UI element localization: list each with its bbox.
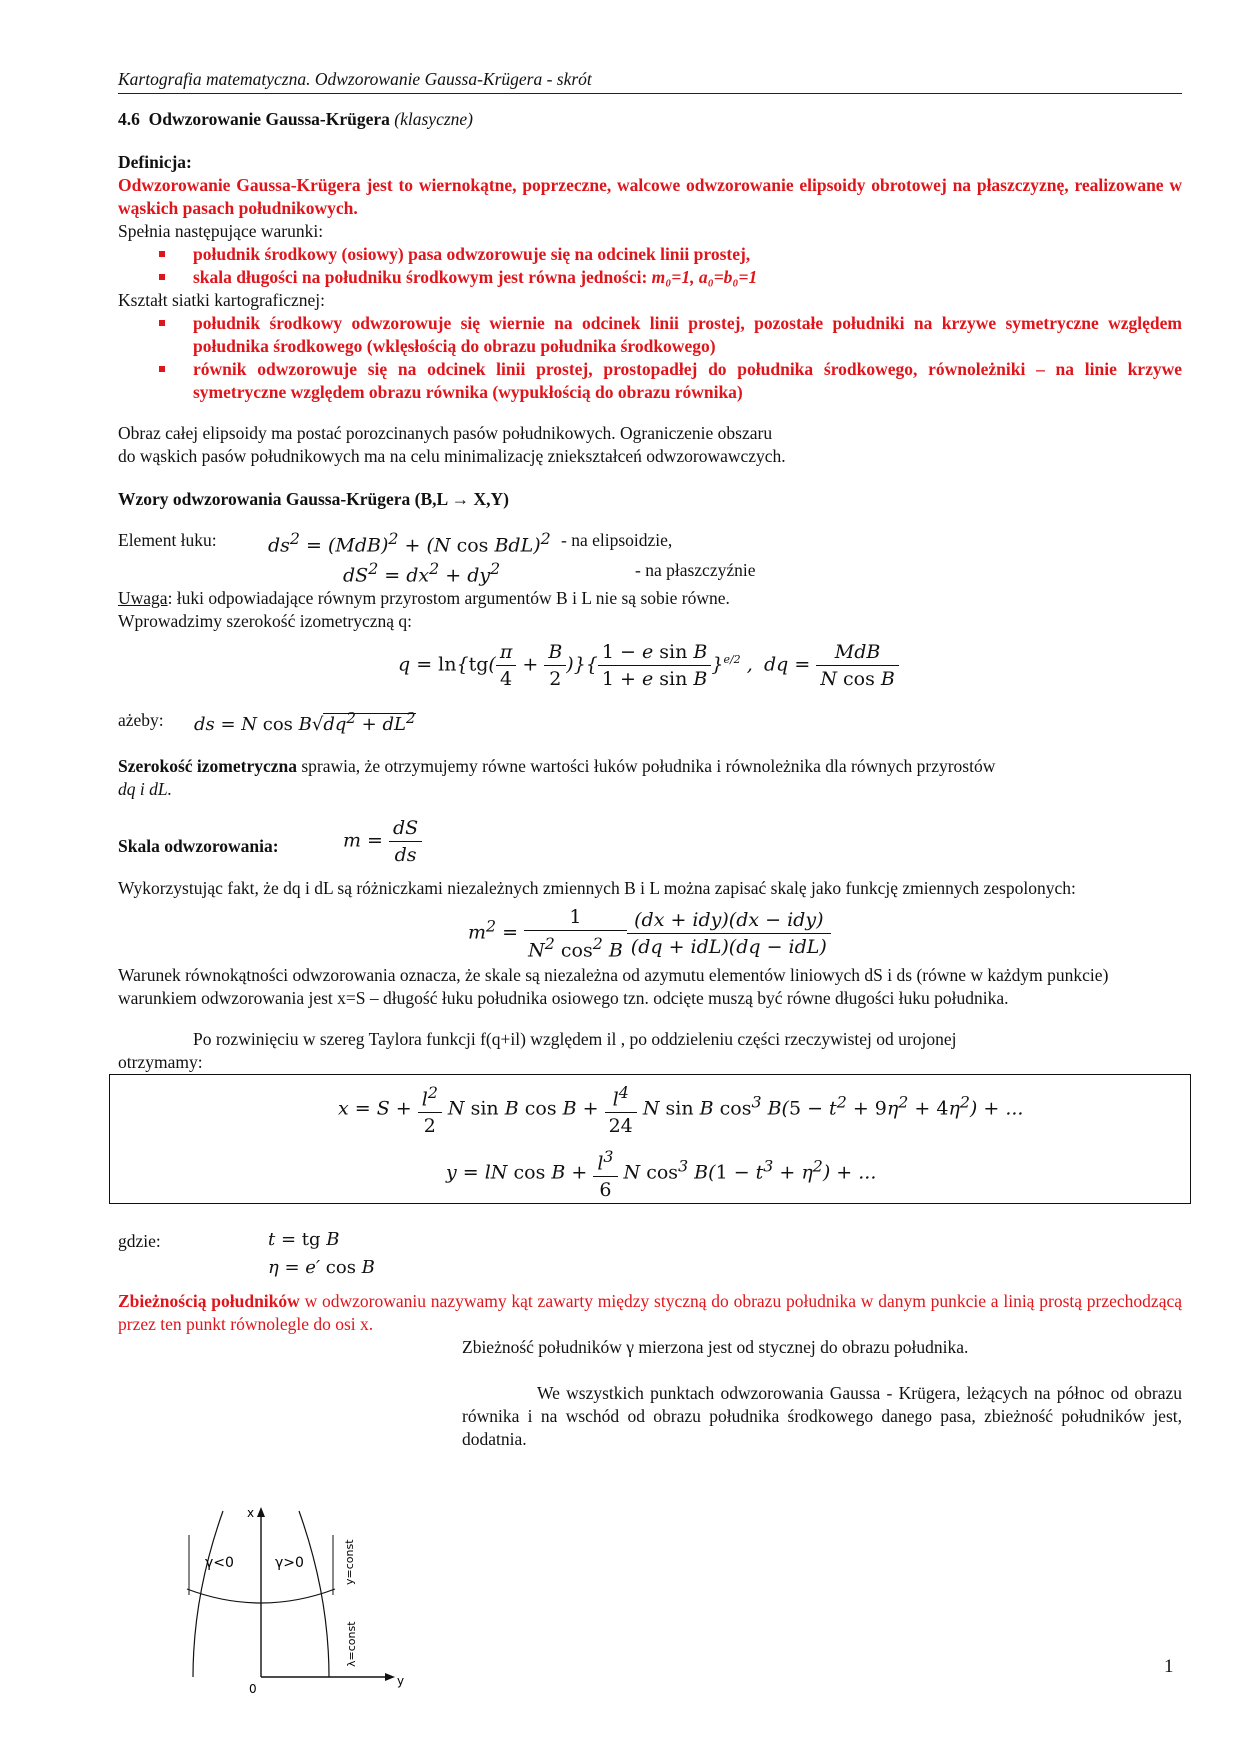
measured-text: Zbieżność południków γ mierzona jest od stycznej do obrazu południka. bbox=[462, 1337, 969, 1357]
meridian-west bbox=[193, 1511, 223, 1677]
taylor-paragraph-2: otrzymamy: bbox=[118, 1052, 203, 1072]
condition-xs-paragraph: warunkiem odwzorowania jest x=S – długość łuku południka osiowego tzn. odcięte muszą być równe długości łuku południka. bbox=[118, 988, 1009, 1008]
list-item: skala długości na południku środkowym jest równa jedności: m₀=1, a₀=b₀=1 bbox=[118, 266, 1182, 289]
azeby-label: ażeby: bbox=[118, 710, 164, 730]
gamma-positive-label: γ>0 bbox=[275, 1555, 304, 1571]
conditions-intro: Spełnia następujące warunki: bbox=[118, 221, 324, 241]
meridian-east bbox=[299, 1511, 329, 1677]
scale-formula: m = $\frac{dS}{ds}$ bbox=[343, 815, 422, 868]
paragraph-overview-2: do wąskich pasów południkowych ma na celu minimalizację zniekształceń odwzorowawczych. bbox=[118, 446, 786, 466]
x-axis-arrow bbox=[257, 1507, 265, 1517]
m2-formula: $m^2$ = $\frac{1}{N^2 \cos^2 B}$ $\frac{\text{(dx + idy)(dx − idy)}}{\text{(dq + idL)(dq − idL)}}$ bbox=[468, 904, 831, 963]
y-axis-label: y bbox=[397, 1674, 405, 1688]
x-series-formula: x = S + $\frac{l^2}{2}$ N sin B cos B + $\frac{l^4}{24}$ N sin B $\cos^3 B(5 - t^2 + 9\eta^2 + 4\eta^2)$ + ... bbox=[338, 1080, 1023, 1139]
convergence-figure bbox=[183, 1505, 443, 1705]
arc-formula-ellipsoid: $ds^2 = (MdB)^2 + (N$ cos BdL)$^2$ bbox=[268, 529, 551, 557]
formulas-heading: Wzory odwzorowania Gaussa-Krügera (B,L → X,Y) bbox=[118, 489, 509, 509]
list-item: równik odwzorowuje się na odcinek linii prostej, prostopadłej do południka środkowego, równoleżniki – na linie krzywe symetryczne względem obrazu równika (wypukłością do obrazu równika) bbox=[118, 358, 1182, 404]
isometric-formula bbox=[118, 633, 1182, 697]
grid-list bbox=[118, 312, 1182, 404]
list-item: południk środkowy odwzorowuje się wiernie na odcinek linii prostej, pozostałe południki na krzywe symetryczne względem południka środkowego (wklęsłością do obrazu południka środkowego) bbox=[118, 312, 1182, 358]
origin-label: 0 bbox=[249, 1682, 257, 1696]
gdzie-label: gdzie: bbox=[118, 1231, 161, 1251]
isometric-intro: Wprowadzimy szerokość izometryczną q: bbox=[118, 611, 412, 631]
arc-label: Element łuku: bbox=[118, 530, 217, 550]
scale-label: Skala odwzorowania: bbox=[118, 836, 279, 856]
gamma-negative-label: γ<0 bbox=[205, 1555, 234, 1571]
page-header: Kartografia matematyczna. Odwzorowanie Gaussa-Krügera - skrót bbox=[118, 68, 1182, 94]
definition-text: Odwzorowanie Gaussa-Krügera jest to wiernokątne, poprzeczne, walcowe odwzorowanie elipsoidy obrotowej na płaszczyznę, realizowane w wąskich pasach południkowych. bbox=[118, 175, 1182, 218]
arc-note-ellipsoid: - na elipsoidzie, bbox=[561, 530, 673, 550]
m2-formula-block bbox=[118, 900, 1182, 964]
grid-intro: Kształt siatki kartograficznej: bbox=[118, 290, 326, 310]
dq-formula: dq = $\frac{\text{MdB}}{\text{N cos B}}$ bbox=[764, 639, 899, 692]
lambda-const-label: λ=const bbox=[345, 1621, 358, 1667]
page-body bbox=[118, 68, 1182, 1449]
y-series-formula: y = lN cos B + $\frac{l^3}{6}$ N $\cos^3 B(1 - t^3 + \eta^2)$ + ... bbox=[446, 1144, 876, 1203]
convergence-definition: Zbieżnością południków w odwzorowaniu nazywamy kąt zawarty między styczną do obrazu południka w danym punkcie a linią prostą przechodzącą przez ten punkt równolegle do osi x. bbox=[118, 1291, 1182, 1334]
gdzie-block bbox=[118, 1224, 1182, 1284]
eta-formula: η = e′ cos B bbox=[268, 1257, 375, 1278]
list-item: południk środkowy (osiowy) pasa odwzorowuje się na odcinek linii prostej, bbox=[118, 243, 1182, 266]
section-heading: 4.6 Odwzorowanie Gaussa-Krügera (klasyczne) bbox=[118, 109, 473, 129]
ds-formula: ds = N $\cos B√dq^2 + dL^2$ bbox=[194, 709, 416, 735]
isometric-explanation: Szerokość izometryczna sprawia, że otrzymujemy równe wartości łuków południka i równoleżnika dla równych przyrostów bbox=[118, 756, 996, 776]
conditions-list bbox=[118, 243, 1182, 289]
taylor-paragraph: Po rozwinięciu w szereg Taylora funkcji f(q+il) względem il , po oddzieleniu części rzeczywistej od urojonej bbox=[193, 1029, 957, 1049]
paragraph-overview: Obraz całej elipsoidy ma postać porozcinanych pasów południkowych. Ograniczenie obszaru bbox=[118, 423, 773, 443]
definition-heading: Definicja: bbox=[118, 152, 192, 172]
scale-block bbox=[118, 809, 1182, 871]
isometric-explanation-2: dq i dL. bbox=[118, 779, 172, 799]
arc-formula-plane: $dS^2 = dx^2 + dy^2$ bbox=[343, 559, 501, 587]
arc-note-plane: - na płaszczyźnie bbox=[635, 560, 756, 580]
y-const-label: y=const bbox=[343, 1539, 356, 1585]
q-formula: q = ln{tg( $\frac{\pi}{4}$ + $\frac{B}{2}$ )}{ $\frac{\text{1 − e sin B}}{\text{1 + e sin B}}$ }$^{e/2}$ , bbox=[398, 641, 753, 690]
azeby-block bbox=[118, 701, 1182, 745]
arc-element-block bbox=[118, 523, 1182, 587]
conformal-paragraph: Warunek równokątności odwzorowania oznacza, że skale są niezależna od azymutu elementów liniowych dS i ds (równe w każdym punkcie) bbox=[118, 965, 1109, 985]
positive-text: We wszystkich punktach odwzorowania Gaussa - Krügera, leżących na północ od obrazu równika i na wschód od obrazu południka środkowego danego pasa, zbieżność południków jest, dodatnia. bbox=[462, 1383, 1182, 1449]
convergence-notes bbox=[118, 1336, 1182, 1449]
x-axis-label: x bbox=[247, 1506, 255, 1520]
note: Uwaga: łuki odpowiadające równym przyrostom argumentów B i L nie są sobie równe. bbox=[118, 588, 730, 608]
page-number: 1 bbox=[1164, 1656, 1174, 1677]
t-formula: t = tg B bbox=[268, 1229, 340, 1250]
y-axis-arrow bbox=[385, 1673, 395, 1681]
taylor-formula-box bbox=[118, 1074, 1182, 1210]
complex-paragraph: Wykorzystując fakt, że dq i dL są różniczkami niezależnych zmiennych B i L można zapisać skalę jako funkcję zmiennych zespolonych: bbox=[118, 878, 1076, 898]
